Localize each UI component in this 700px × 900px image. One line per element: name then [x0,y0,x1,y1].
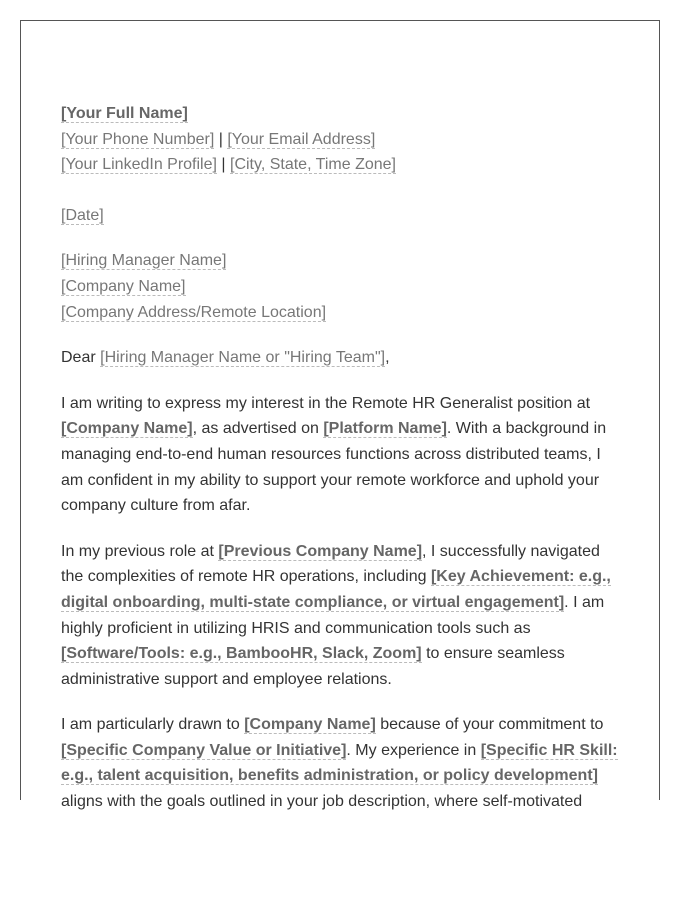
text: . My experience in [346,741,481,759]
cover-letter-body [61,101,621,815]
placeholder-company-value: [Specific Company Value or Initiative] [61,741,347,759]
recipient-address: [Company Address/Remote Location] [61,303,327,321]
sender-email: [Your Email Address] [227,130,376,148]
sender-phone: [Your Phone Number] [61,130,215,148]
text: In my previous role at [61,542,219,560]
placeholder-company-name: [Company Name] [244,716,376,734]
text: I am particularly drawn to [61,716,245,734]
recipient-manager: [Hiring Manager Name] [61,252,227,270]
placeholder-company-name: [Company Name] [61,420,193,438]
recipient-block [61,248,621,325]
date-block [61,203,621,229]
placeholder-hr-skill: [Specific HR Skill: e.g., talent acquisition, benefits administration, or policy development] [61,741,618,785]
separator: | [214,130,228,148]
document-page [20,20,660,811]
placeholder-previous-company: [Previous Company Name] [218,542,423,560]
sender-full-name: [Your Full Name] [61,105,188,122]
text: because of your commitment to [375,716,604,734]
sender-linkedin: [Your LinkedIn Profile] [61,156,217,174]
placeholder-key-achievement: [Key Achievement: e.g., digital onboarding, multi-state compliance, or virtual engagement] [61,568,611,611]
text: , I successfully navigated the complexities of remote HR operations, including [61,542,600,586]
salutation-suffix: , [385,349,390,367]
sender-block [61,101,621,178]
recipient-company: [Company Name] [61,277,186,295]
placeholder-platform-name: [Platform Name] [323,420,447,438]
paragraph-experience [61,539,621,693]
separator: | [216,156,230,174]
text: . I am highly proficient in utilizing HRIS and communication tools such as [61,593,605,637]
text: , as advertised on [192,420,324,438]
text: . With a background in managing end-to-end human resources functions across distributed teams, I am confident in my ability to support your remote workforce and uphold your company culture from afar. [61,420,607,515]
text: I am writing to express my interest in the Remote HR Generalist position at [61,394,591,412]
paragraph-intro [61,391,621,519]
sender-location: [City, State, Time Zone] [230,156,396,174]
salutation-prefix: Dear [61,349,101,367]
text: to ensure seamless administrative support and employee relations. [61,645,565,688]
placeholder-software-tools: [Software/Tools: e.g., BambooHR, Slack, Zoom] [61,645,422,663]
salutation [61,345,621,371]
paragraph-motivation [61,712,621,814]
letter-date: [Date] [61,206,104,224]
text: aligns with the goals outlined in your job description, where self-motivated [61,793,583,811]
salutation-name: [Hiring Manager Name or "Hiring Team"] [100,349,386,367]
